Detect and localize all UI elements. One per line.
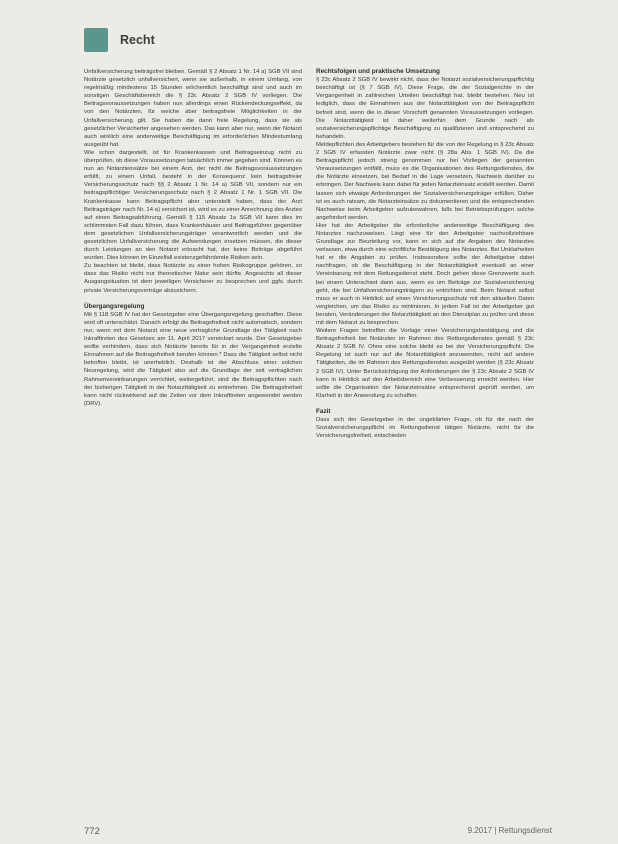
issue-label: 9.2017 | Rettungsdienst: [467, 826, 552, 835]
right-column: [316, 68, 534, 440]
paragraph: Meldepflichten des Arbeitgebers bestehen für die von der Regelung in § 23c Absatz 2 SGB IV erfassten Notärzte zwar nicht (§ 28a Abs. 1 SGB IV). Da die Beitragspflicht jedoch streng genommen nur bei Vorliegen der genannten Voraussetzungen entfällt, muss es die Organisationen des Rettungsdienstes, die die Notärzte einsetzen, bei Bedarf in die Lage versetzen, Nachweis darüber zu erbringen. Der Nachweis kann dabei für jeden Notarzteinsatz erstellt werden. Damit lassen sich etwaige Anforderungen der Sozialversicherungsträger erfüllen. Daher ist es auch ratsam, die Notarzteinsätze zu dokumentieren und die entsprechenden Nachweise beim Arbeitgeber aufzubewahren, falls bei Betriebsprüfungen solche angefordert werden.: [316, 141, 534, 221]
paragraph: Zu beachten ist bleibt, dass Notärzte zu einer hohen Risikogruppe gehören, so dass das Risiko nicht nur theoretischer Natur sein dürfte. Angesichts all dieser Ausgangsituation ist dem jeweiligen Versicherer zu besprechen und ggfs. durch private Versicherungsverträge abzusichern.: [84, 263, 302, 294]
section-heading: Fazit: [316, 407, 331, 415]
paragraph: Wie schon dargestellt, ist für Krankenkassen und Beitragseinzug nicht zu überprüfen, ob diese Voraussetzungen tatsächlich immer gegeben sind. Können es nun an Notarzteinsätze bei einem Arzt, der nicht die Beitragsvoraussetzungen erfüllt, zu einem Unfall, besteht in der Konsequenz kein beitragsfreier Versicherungsschutz nach §§ 2 Absatz 1 Nr. 14 a) SGB VII, sondern nur ein beitragspflichtiger Versicherungsschutz nach § 2 Absatz 1 Nr. 1 SGB VII. Die Krankenkasse kann Beitragspflicht aber unterstellt haben, dass der Arzt Beitragsträger nach Nr. 14 a) versichert ist, wird es zu einer Anrechnung des Arztes auf einen Beitragsabführung. Gemäß § 115 Absatz 1a SGB VII kann dies im schlimmsten Fall dazu führen, dass Krankenhäuser und Beitragsführer gegenüber dem gesetzlichen Unfallversicherungsträger verantwortlich werden und die gesetzlichen Unfallversicherung die Aufwendungen ersetzen müssen, die dieser durch Leistungen an den Notarzt erbracht hat, der keine Beiträge abgeführt wurden. Dies können im Einzelfall existenzgefährdende Risiken sein.: [84, 149, 302, 262]
section-heading: Rechtsfolgen und praktische Umsetzung: [316, 68, 440, 75]
paragraph: Weitere Fragen betreffen die Vorlage einer Versicherungsbestätigung und die Beitragsfreiheit bei Notärzten im Rahmen des Rettungsdienstes gemäß § 23c Absatz 2 SGB IV. Ohne eine solche bleibt es bei der Versicherungspflicht. Die Regelung ist auch nur auf die Notarzttätigkeit anzuwenden, nicht auf andere Tätigkeiten, die im Rahmen des Rettungsdienstes ausgeübt werden (§ 23c Absatz 2 SGB IV). Unter Berücksichtigung der Anforderungen der § 23c Absatz 2 SGB IV kann in Hinblick auf den Arbeitsbereich eine Verbesserung erreicht werden. Hier sollte die Organisation der Notarzteinsätze entsprechend geprüft werden, um Klarheit in der Anwendung zu schaffen.: [316, 328, 534, 399]
paragraph: Dass sich der Gesetzgeber in der ungeklärten Frage, ob für die nach der Sozialversicherungspflicht im Rettungsdienst tätigen Notärzte, nicht für die Versicherungsfreiheit, entschieden: [316, 417, 534, 440]
section-color-block: [84, 28, 108, 52]
section-label: Recht: [120, 33, 155, 47]
section-header: [84, 27, 155, 53]
paragraph: § 23c Absatz 2 SGB IV bewirkt nicht, dass der Notarzt sozialversicherungspflichtig beschäftigt ist (§ 7 SGB IV). Diese Frage, die der Sozialgerichte in der Vergangenheit in zahlreichen Urteilen beschäftigt hat, bleibt bestehen. Neu ist lediglich, dass die Einnahmen aus der Notarzttätigkeit von der Beitragspflicht befreit sind, wenn die in dieser Vorschrift genannten Voraussetzungen vorliegen. Die Notarzttätigkeit ist daher weiterhin dem Grunde nach als sozialversicherungspflichtige Beschäftigung zu qualifizieren und entsprechend zu behandeln.: [316, 77, 534, 140]
paragraph: Mit § 118 SGB IV hat der Gesetzgeber eine Übergangsregelung geschaffen. Diese wird oft unterschätzt. Danach erfolgt die Beitragsfreiheit nicht automatisch, sondern nur, wenn mit dem Notarzt eine neue vertragliche Grundlage der Tätigkeit nach Inkrafttreten des Gesetzes am 11. April 2017 vereinbart wurde. Der Gesetzgeber wollte verhindern, dass sich Notärzte bereits für in der Vergangenheit erzielte Einnahmen auf die Beitragsfreiheit berufen können.* Dass die Tätigkeit selbst nicht betroffen bleibt, ist unerheblich. Deshalb ist der Abschluss einer solchen Neuregelung, wird die Tätigkeit also auf die Grundlage der seit vertraglichen Rahmenvereinbarungen verrichtet, weitergeführt, sind die Beitragspflichten nach der bisherigen Tätigkeit in der Notarzttätigkeit zu entnehmen. Die Beitragsfreiheit kann nicht rückwirkend auf die Zeiten vor dem Inkrafttreten angewendet werden (DRV).: [84, 311, 302, 407]
page-number: 772: [84, 826, 100, 837]
paragraph: Unfallversicherung beiträgsfrei bleiben. Gemäß § 2 Absatz 1 Nr. 14 a) SGB VII sind Notärzte gesetzlich unfallversichert, wenn sie außerhalb, in einem Umfang, von regelmäßig mindestens 15 Stunden wöchentlich beschäftigt sind und auch im sonstigen Geschäftsbereich die § 23c Absatz 2 SGB IV vorliegen. Die Beitragsvoraussetzungen haben nun allerdings einen Rückendeckungseffekt, da von den Notärzten, für welche aber beitragsfreie Möglichkeiten in der Unfallversicherung gilt. Sie haben die dann freie Regelung, dass sie als gesetzlicher Versicherter angesehen werden. Das kann aber nur, wenn der Notarzt auch wirklich eine anderweitige Beschäftigung im erforderlichen Mindestumfang ausgeübt hat.: [84, 69, 302, 148]
paragraph: Hier hat der Arbeitgeber die erforderliche anderweitige Beschäftigung des Notarztes nachzuweisen. Liegt eine für den Arbeitgeber nachvollziehbare Grundlage zur Beurteilung vor, kann er sich auf die Angaben des Notarztes verlassen, etwa durch eine schriftliche Bestätigung des Notarztes. Bei Unklarheiten hat er die Angaben zu prüfen. Insbesondere sollte der Arbeitgeber dabei nachfragen, ob die Beschäftigung in der Notarzttätigkeit eventuell an einer Vereinbarung mit dem Rettungsdienst steht. Doch gehen diese Grenzwerte auch bei einem Unterschied dann aus, wenn es um Beiträge zur Sozialversicherung geht, die bei Unfallversicherungsträgern zu entrichten sind. Beim Notarzt selbst muss er auch in Hinblick auf einen Versicherungsschutz mit den aktuellen Daten vergleichen, um das Risiko zu minimieren. In jedem Fall ist der Arbeitgeber gut beraten, Veränderungen der Notarzttätigkeit an den Dienstplan zu prüfen und diese mit dem Notarzt zu besprechen.: [316, 222, 534, 327]
section-heading: Übergangsregelung: [84, 302, 145, 310]
left-column: [84, 68, 302, 408]
